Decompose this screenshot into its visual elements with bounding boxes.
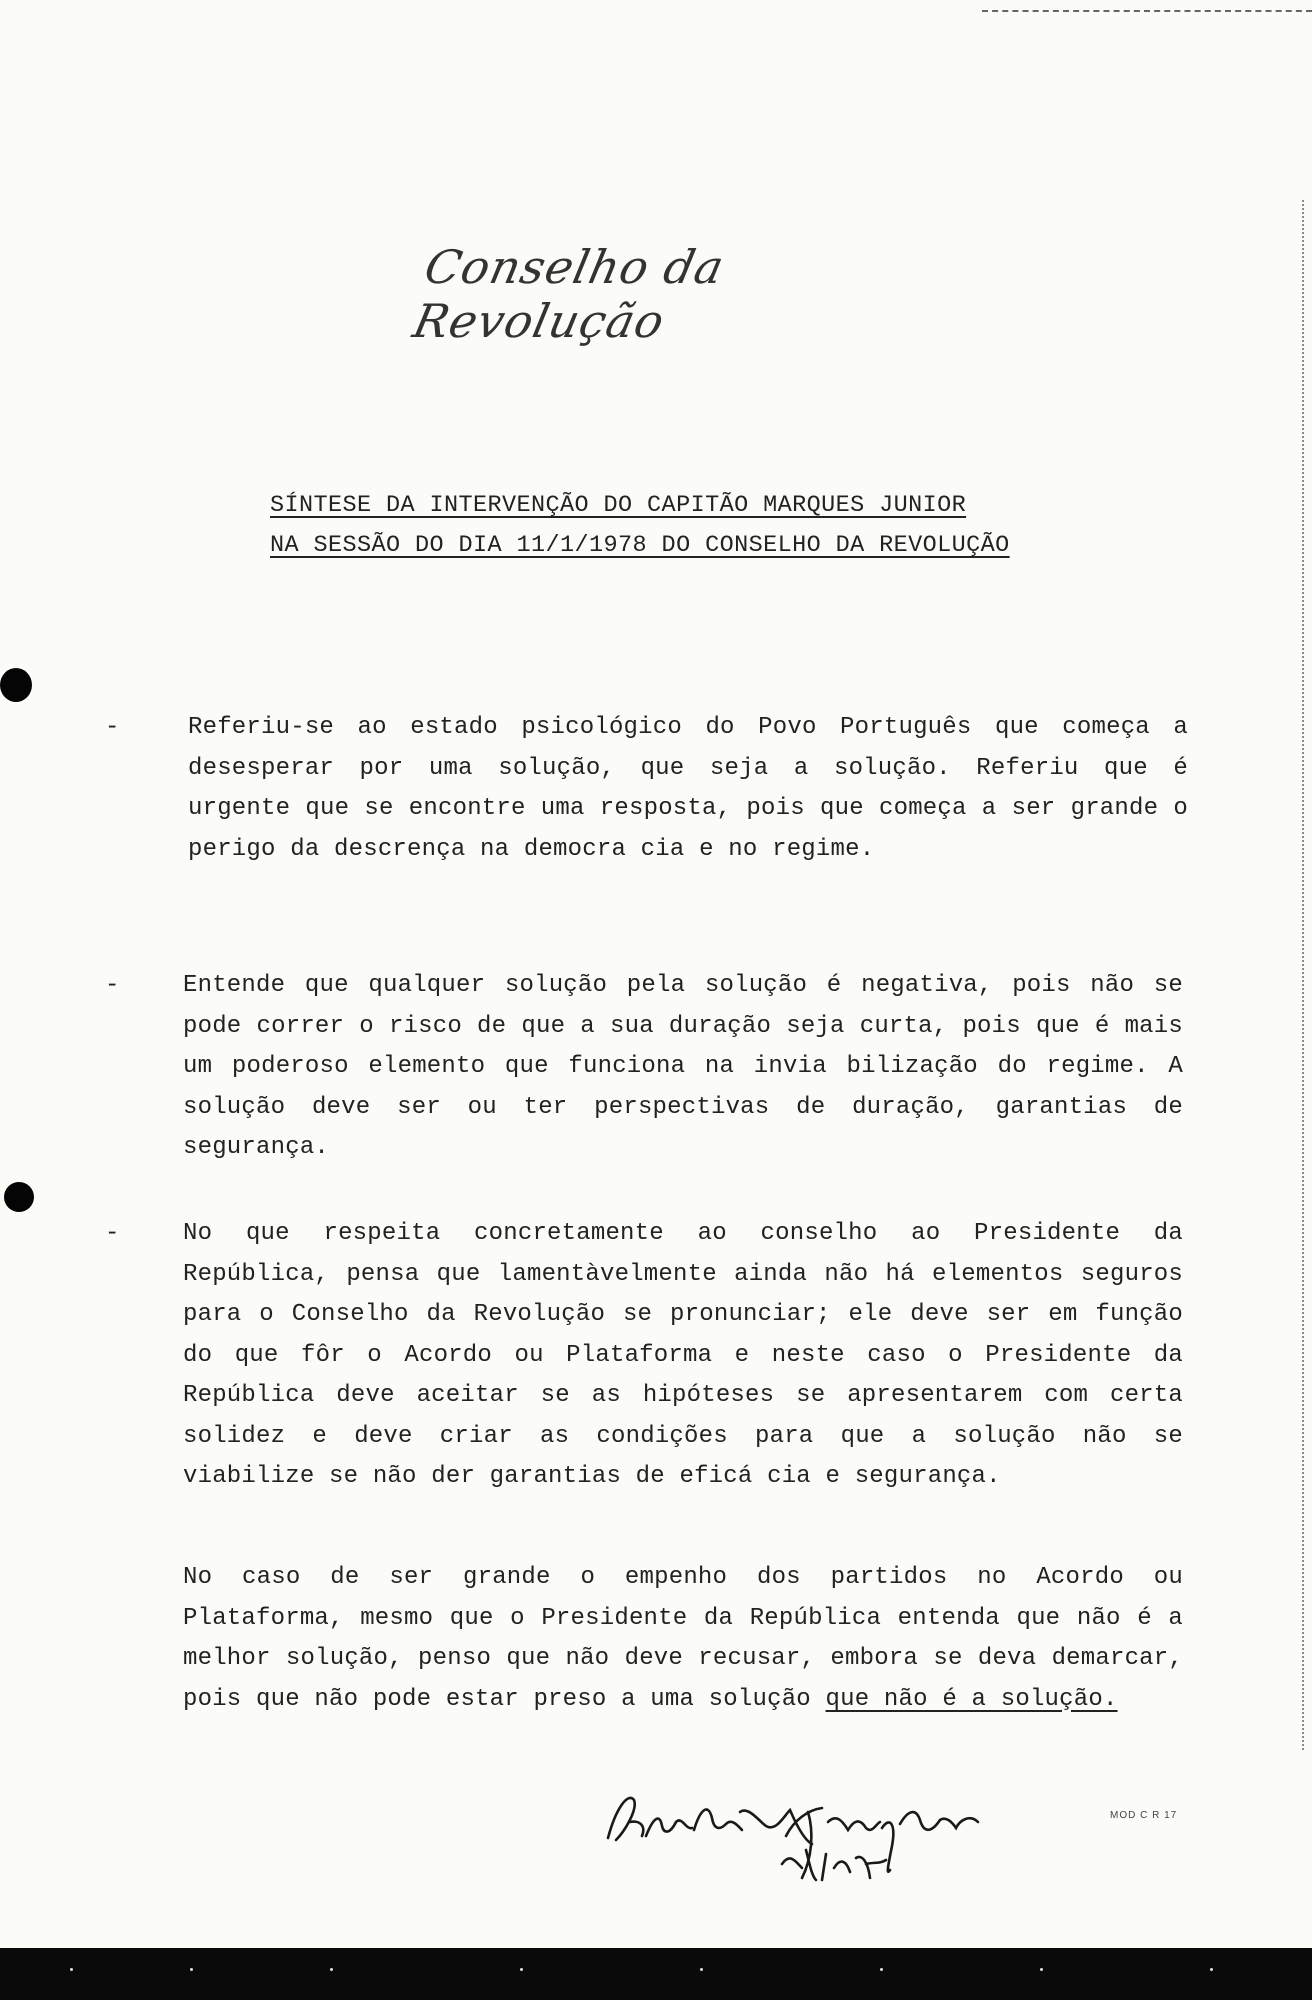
form-code: MOD C R 17 (1110, 1810, 1178, 1821)
document-title (270, 486, 1090, 566)
scan-right-edge (1302, 200, 1304, 1750)
scan-speck (330, 1968, 333, 1971)
paragraph-2: Entende que qualquer solução pela solução é negativa, pois não se pode correr o risco de que a sua duração seja curta, pois que é mais um poderoso elemento que funciona na invia bilização do regime. A solução deve ser ou ter perspectivas de duração, garantias de segurança. (183, 972, 1183, 1161)
closing-underlined: que não é a solução. (825, 1685, 1118, 1713)
title-line-2: NA SESSÃO DO DIA 11/1/1978 DO CONSELHO DA REVOLUÇÃO (270, 532, 1010, 559)
scan-top-rule (982, 10, 1312, 12)
handwritten-signature (590, 1780, 1090, 1890)
signature-text (1090, 1780, 1091, 1781)
paragraph-4 (183, 1558, 1183, 1720)
punch-hole-top (0, 668, 32, 702)
letterhead: Conselho da Revolução (408, 240, 730, 348)
scan-bottom-edge (0, 1948, 1312, 2000)
scan-speck (1040, 1968, 1043, 1971)
paragraph-4-text: No caso de ser grande o empenho dos partidos no Acordo ou Plataforma, mesmo que o Presidente da República entenda que não é a melhor solução, penso que não deve recusar, embora se deva demarcar, pois que não pode estar preso a uma solução (183, 1564, 1183, 1713)
scan-speck (700, 1968, 703, 1971)
paragraph-3: No que respeita concretamente ao conselho ao Presidente da República, pensa que lamentàvelmente ainda não há elementos seguros para o Conselho da Revolução se pronunciar; ele deve ser em função do que fôr o Acordo ou Plataforma e neste caso o Presidente da República deve aceitar se as hipóteses se apresentarem com certa solidez e deve criar as condições para que a solução não se viabilize se não der garantias de eficá cia e segurança. (183, 1220, 1183, 1490)
title-line-1: SÍNTESE DA INTERVENÇÃO DO CAPITÃO MARQUES JUNIOR (270, 492, 967, 519)
scan-speck (190, 1968, 193, 1971)
paragraph-1: Referiu-se ao estado psicológico do Povo Português que começa a desesperar por uma solução, que seja a solução. Referiu que é urgente que se encontre uma resposta, pois que começa a ser grande o perigo da descrença na democra cia e no regime. (188, 714, 1188, 863)
scan-speck (880, 1968, 883, 1971)
bullet-dash: - (105, 972, 120, 999)
scan-speck (70, 1968, 73, 1971)
punch-hole-bottom (4, 1182, 34, 1212)
scan-speck (1210, 1968, 1213, 1971)
bullet-dash: - (105, 714, 120, 741)
scan-speck (520, 1968, 523, 1971)
bullet-dash: - (105, 1220, 120, 1247)
